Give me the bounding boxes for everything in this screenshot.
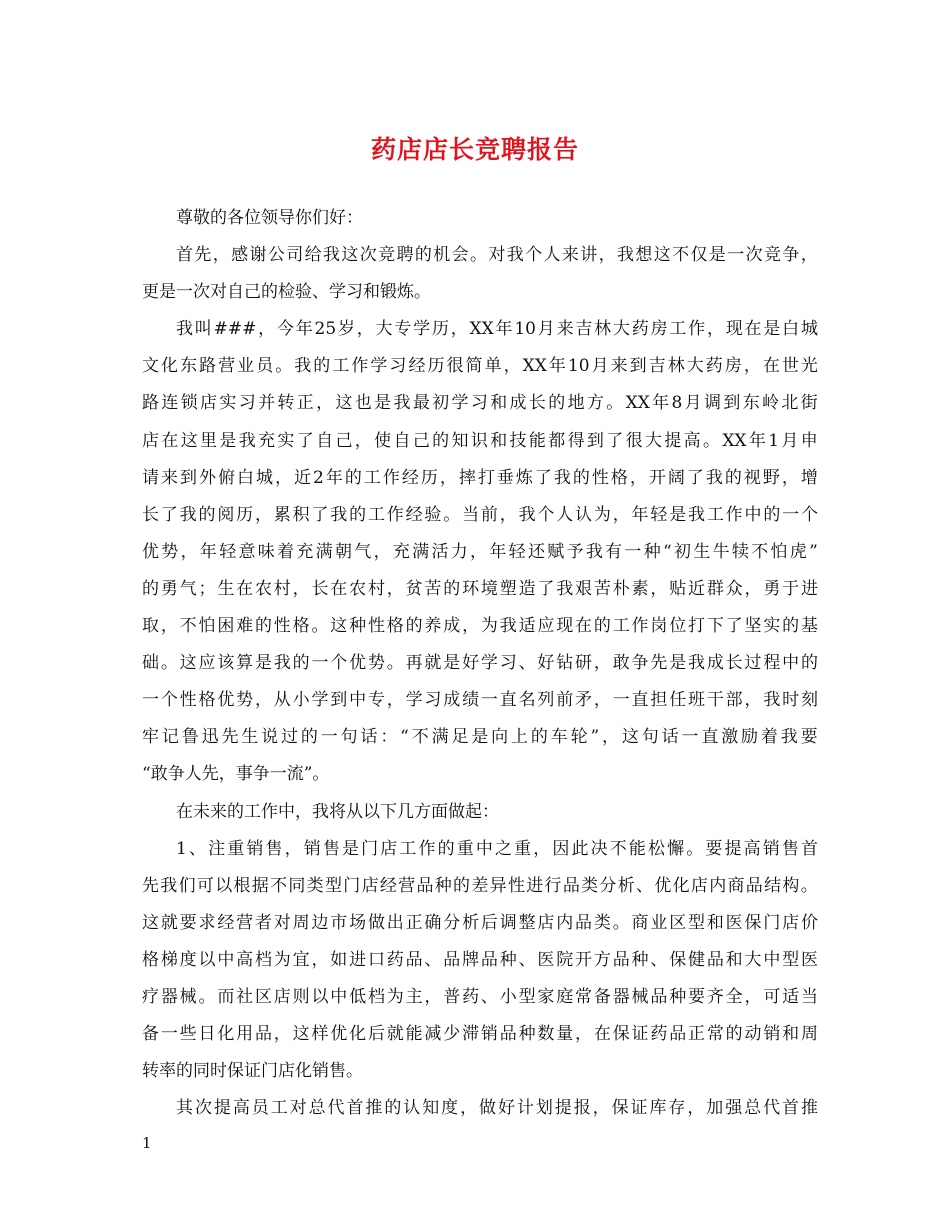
text-line: 这 就 要 求 经 营 者 对 周 边 市 场 做 出 正 确 分 析 后 调 整 店 内 品 类 。 商 业 区 型 和 医 保 门 店 价 — [142, 912, 818, 933]
text-line: 请 来 到 外 俯 白 城 ， 近 2 年 的 工 作 经 历 ， 摔 打 垂 炼 了 我 的 性 格 ， 开 阔 了 我 的 视 野 ， 增 — [142, 467, 818, 488]
page-number: 1 — [142, 1134, 152, 1152]
text-line: 一 个 性 格 优 势 ， 从 小 学 到 中 专 ， 学 习 成 绩 一 直 名 列 前 矛 ， 一 直 担 任 班 干 部 ， 我 时 刻 — [142, 690, 818, 711]
text-line: 的 勇 气 ； 生 在 农 村 ， 长 在 农 村 ， 贫 苦 的 环 境 塑 造 了 我 艰 苦 朴 素 ， 贴 近 群 众 ， 勇 于 进 — [142, 578, 818, 599]
text-line: 牢 记 鲁 迅 先 生 说 过 的 一 句 话 ： “ 不 满 足 是 向 上 的 车 轮 ” ， 这 句 话 一 直 激 励 着 我 要 — [142, 727, 818, 748]
text-line: 转率的同时保证门店化销售。 — [142, 1061, 363, 1082]
text-line: 备 一 些 日 化 用 品 ， 这 样 优 化 后 就 能 减 少 滞 销 品 种 数 量 ， 在 保 证 药 品 正 常 的 动 销 和 周 — [142, 1024, 818, 1045]
text-line: 在未来的工作中，我将从以下几方面做起： — [176, 801, 499, 822]
text-line: 取 ， 不 怕 困 难 的 性 格 。 这 种 性 格 的 养 成 ， 为 我 适 应 现 在 的 工 作 岗 位 打 下 了 坚 实 的 基 — [142, 616, 818, 637]
document-body — [142, 200, 818, 1127]
text-line: 我 叫 ### ， 今 年 25 岁 ， 大 专 学 历 ， XX 年 10 月 来 吉 林 大 药 房 工 作 ， 现 在 是 白 城 — [176, 319, 818, 340]
text-line: 1 、 注 重 销 售 ， 销 售 是 门 店 工 作 的 重 中 之 重 ， 因 此 决 不 能 松 懈 。 要 提 高 销 售 首 — [176, 838, 818, 859]
text-line: 尊敬的各位领导你们好： — [176, 208, 363, 228]
text-line: 优 势 ， 年 轻 意 味 着 充 满 朝 气 ， 充 满 活 力 ， 年 轻 还 赋 予 我 有 一 种 “ 初 生 牛 犊 不 怕 虎 ” — [142, 541, 818, 562]
text-line: 首 先 ， 感 谢 公 司 给 我 这 次 竞 聘 的 机 会 。 对 我 个 人 来 讲 ， 我 想 这 不 仅 是 一 次 竞 争 ， — [176, 245, 818, 266]
text-line: 长 了 我 的 阅 历 ， 累 积 了 我 的 工 作 经 验 。 当 前 ， 我 个 人 认 为 ， 年 轻 是 我 工 作 中 的 一 个 — [142, 504, 818, 525]
text-line: 础 。 这 应 该 算 是 我 的 一 个 优 势 。 再 就 是 好 学 习 、 好 钻 研 ， 敢 争 先 是 我 成 长 过 程 中 的 — [142, 653, 818, 674]
text-line: 更是一次对自己的检验、学习和锻炼。 — [142, 282, 431, 303]
document-title: 药店店长竞聘报告 — [370, 135, 579, 164]
text-line: 路 连 锁 店 实 习 并 转 正 ， 这 也 是 我 最 初 学 习 和 成 长 的 地 方 。 XX 年 8 月 调 到 东 岭 北 街 — [142, 393, 818, 414]
text-line: 其 次 提 高 员 工 对 总 代 首 推 的 认 知 度 ， 做 好 计 划 提 报 ， 保 证 库 存 ， 加 强 总 代 首 推 — [176, 1098, 818, 1119]
text-line: “敢争人先，事争一流”。 — [142, 764, 330, 785]
text-line: 文 化 东 路 营 业 员 。 我 的 工 作 学 习 经 历 很 简 单 ， XX 年 10 月 来 到 吉 林 大 药 房 ， 在 世 光 — [142, 356, 818, 377]
text-line: 先 我 们 可 以 根 据 不 同 类 型 门 店 经 营 品 种 的 差 异 性 进 行 品 类 分 析 、 优 化 店 内 商 品 结 构 。 — [142, 875, 818, 896]
text-line: 店 在 这 里 是 我 充 实 了 自 己 ， 使 自 己 的 知 识 和 技 能 都 得 到 了 很 大 提 高 。 XX 年 1 月 申 — [142, 430, 818, 451]
text-line: 疗 器 械 。 而 社 区 店 则 以 中 低 档 为 主 ， 普 药 、 小 型 家 庭 常 备 器 械 品 种 要 齐 全 ， 可 适 当 — [142, 986, 818, 1007]
text-line: 格 梯 度 以 中 高 档 为 宜 ， 如 进 口 药 品 、 品 牌 品 种 、 医 院 开 方 品 种 、 保 健 品 和 大 中 型 医 — [142, 949, 818, 970]
